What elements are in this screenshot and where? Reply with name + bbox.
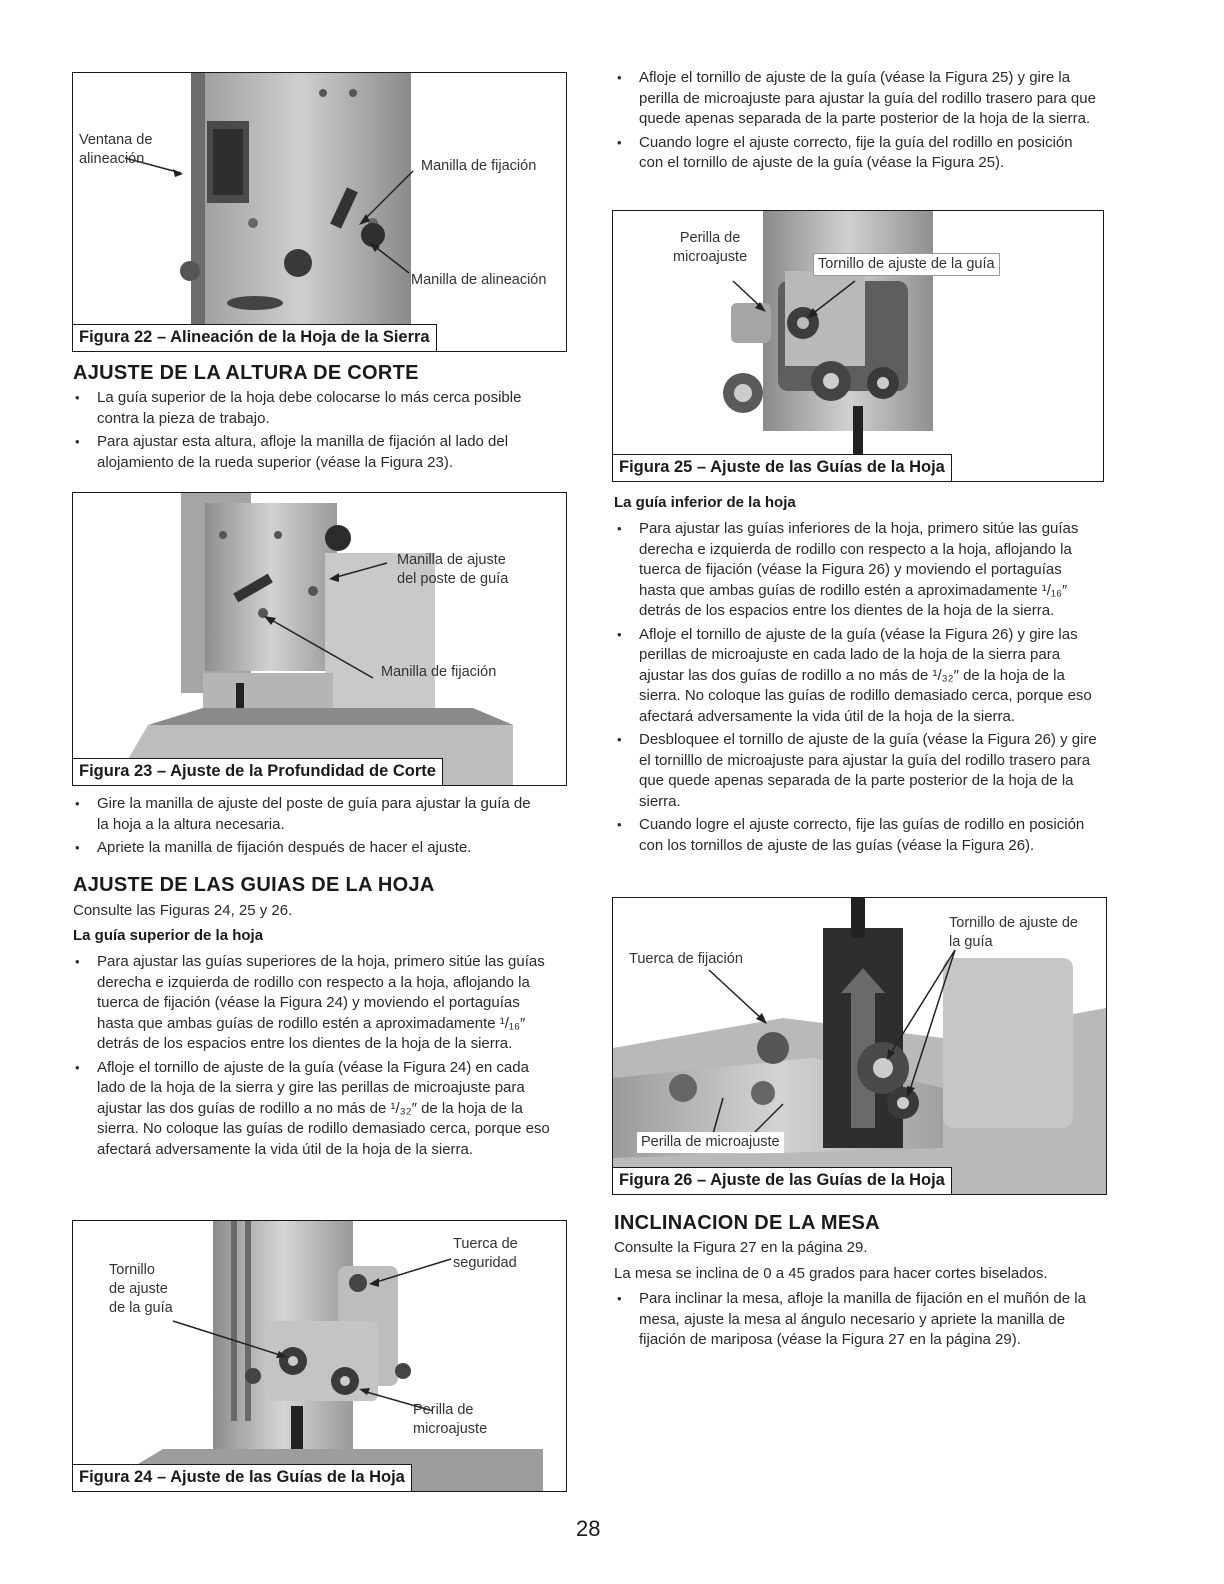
figure-25-caption: Figura 25 – Ajuste de las Guías de la Hoja (613, 454, 952, 481)
figure-26 (612, 897, 1107, 1195)
label-manilla-ajuste-poste: Manilla de ajuste del poste de guía (397, 552, 509, 587)
label-tornillo-ajuste-guia: Tornillo de ajuste de la guía (813, 253, 1000, 276)
label-tornillo-ajuste-guia: Tornillo de ajuste de la guía (109, 1262, 173, 1316)
list-item: • Para ajustar las guías superiores de la hoja, primero sitúe las guías derecha e izquierda de rodillo con respecto a la hoja, aflojando la tuerca de fijación (véase la Figura 24) y moviendo el portaguías hasta que ambas guías de rodillo estén a aproximadamente ¹/₁₆″ detrás de los espacios entre los dientes de la hoja de la sierra. (70, 952, 552, 1055)
subheading-guia-inferior: La guía inferior de la hoja (614, 494, 796, 511)
list-after-figure-23 (70, 794, 540, 862)
list-item: • Apriete la manilla de fijación después de hacer el ajuste. (70, 838, 540, 859)
figure-26-caption: Figura 26 – Ajuste de las Guías de la Hoja (613, 1167, 952, 1194)
heading-altura-corte: AJUSTE DE LA ALTURA DE CORTE (73, 362, 419, 384)
label-tornillo-ajuste-guia: Tornillo de ajuste de la guía (949, 915, 1078, 950)
label-manilla-alineacion: Manilla de alineación (411, 272, 547, 288)
figure-23-caption: Figura 23 – Ajuste de la Profundidad de Corte (73, 758, 443, 785)
list-item: • Afloje el tornillo de ajuste de la guía (véase la Figura 25) y gire la perilla de microajuste para ajustar la guía del rodillo trasero para que quede apenas separada de la parte posterior de la hoja de la sierra. (612, 68, 1096, 130)
list-guia-inferior (612, 519, 1098, 859)
label-manilla-fijacion: Manilla de fijación (421, 158, 537, 174)
list-guia-superior (70, 952, 552, 1163)
list-right-top (612, 68, 1096, 177)
label-perilla-microajuste: Perilla de microajuste (673, 230, 748, 265)
heading-ajuste-guias: AJUSTE DE LAS GUIAS DE LA HOJA (73, 874, 435, 896)
figure-24 (72, 1220, 567, 1492)
list-altura-corte (70, 388, 540, 476)
list-item: • Cuando logre el ajuste correcto, fije la guía del rodillo en posición con el tornillo de ajuste de la guía (véase la Figura 25). (612, 133, 1096, 174)
list-item: • Para ajustar esta altura, afloje la manilla de fijación al lado del alojamiento de la rueda superior (véase la Figura 23). (70, 432, 540, 473)
label-ventana-alineacion: Ventana de alineación (79, 132, 153, 167)
list-item: • Para ajustar las guías inferiores de la hoja, primero sitúe las guías derecha e izquierda de rodillo con respecto a la hoja, aflojando la tuerca de fijación (véase la Figura 26) y moviendo el portaguías hasta que ambas guías de rodillo estén a aproximadamente ¹/₁₆″ detrás de los espacios entre los dientes de la hoja de la sierra. (612, 519, 1098, 622)
label-tuerca-fijacion: Tuerca de fijación (629, 951, 743, 967)
list-item: • Desbloquee el tornillo de ajuste de la guía (véase la Figura 26) y gire el tornilllo de microajuste para ajustar la guía del rodillo trasero para que quede apenas separada de la parte posterior de la hoja de la sierra. (612, 730, 1098, 812)
list-item: • Afloje el tornillo de ajuste de la guía (véase la Figura 24) en cada lado de la hoja de la sierra y gire las perillas de microajuste para ajustar las dos guías de rodillo a no más de ¹/₃₂″ de la hoja de la sierra. No coloque las guías de rodillo demasiado cerca, porque eso afectará adversamente la vida útil de la hoja de la sierra. (70, 1058, 552, 1161)
list-item: • La guía superior de la hoja debe colocarse lo más cerca posible contra la pieza de trabajo. (70, 388, 540, 429)
figure-23-photo (73, 493, 566, 785)
list-item: • Cuando logre el ajuste correcto, fije las guías de rodillo en posición con los tornillos de ajuste de las guías (véase la Figura 26). (612, 815, 1098, 856)
subheading-guia-superior: La guía superior de la hoja (73, 927, 264, 944)
label-manilla-fijacion: Manilla de fijación (381, 664, 497, 680)
guias-intro: Consulte las Figuras 24, 25 y 26. (73, 902, 293, 919)
figure-23 (72, 492, 567, 786)
list-item: • Gire la manilla de ajuste del poste de guía para ajustar la guía de la hoja a la altura necesaria. (70, 794, 540, 835)
label-tuerca-seguridad: Tuerca de seguridad (453, 1236, 518, 1271)
list-item: • Afloje el tornillo de ajuste de la guía (véase la Figura 26) y gire las perillas de microajuste en cada lado de la hoja de la sierra para ajustar las dos guías de rodillo a no más de ¹/₃₂″ de la hoja de la sierra. No coloque las guías de rodillo demasiado cerca, porque eso afectará adversamente la vida útil de la hoja de la sierra. (612, 625, 1098, 728)
figure-24-caption: Figura 24 – Ajuste de las Guías de la Hoja (73, 1464, 412, 1491)
heading-inclinacion-mesa: INCLINACION DE LA MESA (614, 1212, 880, 1234)
figure-25 (612, 210, 1104, 482)
label-perilla-microajuste: Perilla de microajuste (637, 1132, 784, 1153)
label-perilla-microajuste: Perilla de microajuste (413, 1402, 488, 1437)
page-number: 28 (576, 1516, 601, 1541)
figure-22 (72, 72, 567, 352)
inclinacion-p2: La mesa se inclina de 0 a 45 grados para hacer cortes biselados. (614, 1265, 1048, 1282)
list-inclinacion (612, 1289, 1096, 1354)
list-item: • Para inclinar la mesa, afloje la manilla de fijación en el muñón de la mesa, ajuste la mesa al ángulo necesario y apriete la manilla de fijación de mariposa (véase la Figura 27 en la página 29). (612, 1289, 1096, 1351)
figure-22-photo (73, 73, 566, 351)
figure-22-caption: Figura 22 – Alineación de la Hoja de la Sierra (73, 324, 437, 351)
inclinacion-p1: Consulte la Figura 27 en la página 29. (614, 1239, 868, 1256)
